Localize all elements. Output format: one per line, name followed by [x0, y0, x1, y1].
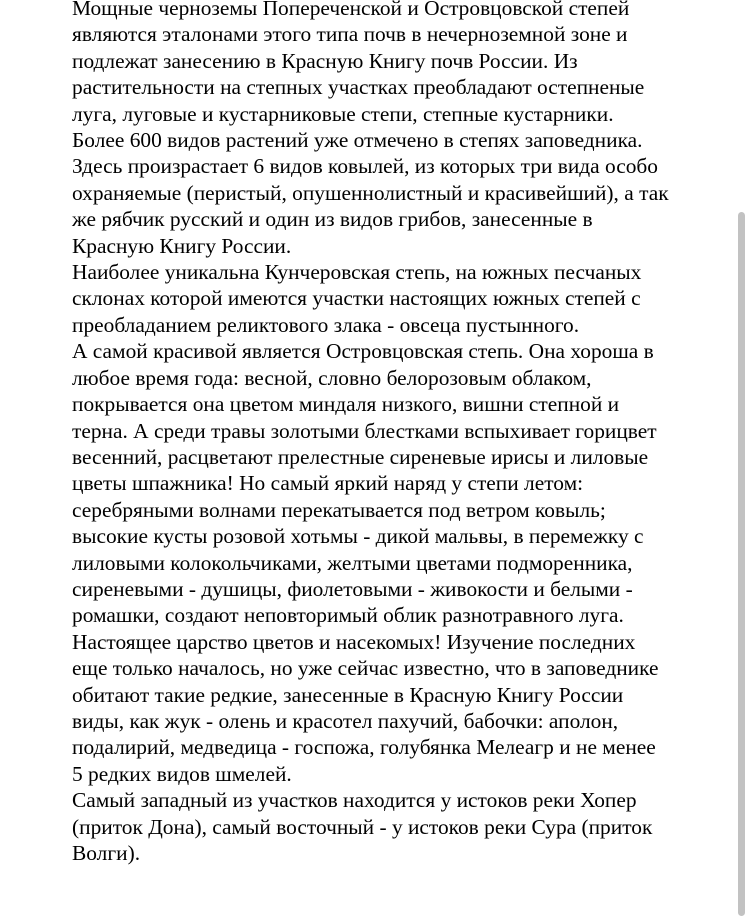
text-line: Здесь произрастает 6 видов ковылей, из которых три вида особо: [72, 154, 659, 179]
text-line: виды, как жук - олень и красотел пахучий, бабочки: аполон,: [72, 708, 619, 733]
text-line: являются эталонами этого типа почв в нечерноземной зоне и: [72, 22, 628, 47]
text-line: цветы шпажника! Но самый яркий наряд у степи летом:: [72, 471, 584, 496]
article-text: [72, 0, 702, 866]
text-line: серебряными волнами перекатывается под ветром ковыль;: [72, 497, 606, 522]
text-line: 5 редких видов шмелей.: [72, 761, 292, 786]
text-line: покрывается она цветом миндаля низкого, вишни степной и: [72, 392, 620, 417]
text-line: обитают такие редкие, занесенные в Красную Книгу России: [72, 682, 624, 707]
text-line: Самый западный из участков находится у истоков реки Хопер: [72, 788, 637, 813]
text-line: Настоящее царство цветов и насекомых! Изучение последних: [72, 629, 636, 654]
text-line: А самой красивой является Островцовская степь. Она хороша в: [72, 339, 654, 364]
text-line: весенний, расцветают прелестные сиреневые ирисы и лиловые: [72, 444, 649, 469]
text-line: Волги).: [72, 841, 141, 865]
vertical-scrollbar-thumb[interactable]: [738, 212, 745, 916]
text-line: лиловыми колокольчиками, желтыми цветами подморенника,: [72, 550, 633, 575]
text-line: Мощные черноземы Попереченской и Островцовской степей: [72, 0, 630, 20]
text-line: еще только началось, но уже сейчас известно, что в заповеднике: [72, 656, 659, 681]
text-line: склонах которой имеются участки настоящих южных степей с: [72, 286, 641, 311]
text-line: луга, луговые и кустарниковые степи, степные кустарники.: [72, 101, 614, 126]
text-line: преобладанием реликтового злака - овсеца пустынного.: [72, 312, 580, 337]
text-line: подлежат занесению в Красную Книгу почв России. Из: [72, 48, 578, 73]
text-line: растительности на степных участках преобладают остепненые: [72, 75, 645, 100]
text-line: любое время года: весной, словно белорозовым облаком,: [72, 365, 592, 390]
text-line: охраняемые (перистый, опушеннолистный и красивейший), а так: [72, 180, 669, 205]
text-line: ромашки, создают неповторимый облик разнотравного луга.: [72, 603, 624, 628]
text-line: терна. А среди травы золотыми блестками вспыхивает горицвет: [72, 418, 657, 443]
text-line: (приток Дона), самый восточный - у истоков реки Сура (приток: [72, 814, 653, 839]
text-line: Наиболее уникальна Кунчеровская степь, на южных песчаных: [72, 260, 642, 285]
text-line: подалирий, медведица - госпожа, голубянка Мелеагр и не менее: [72, 735, 656, 760]
text-line: же рябчик русский и один из видов грибов, занесенные в: [72, 207, 593, 232]
text-line: Красную Книгу России.: [72, 233, 292, 258]
text-line: сиреневыми - душицы, фиолетовыми - живокости и белыми -: [72, 576, 633, 601]
text-line: высокие кусты розовой хотьмы - дикой мальвы, в перемежку с: [72, 524, 644, 549]
text-line: Более 600 видов растений уже отмечено в степях заповедника.: [72, 128, 643, 153]
